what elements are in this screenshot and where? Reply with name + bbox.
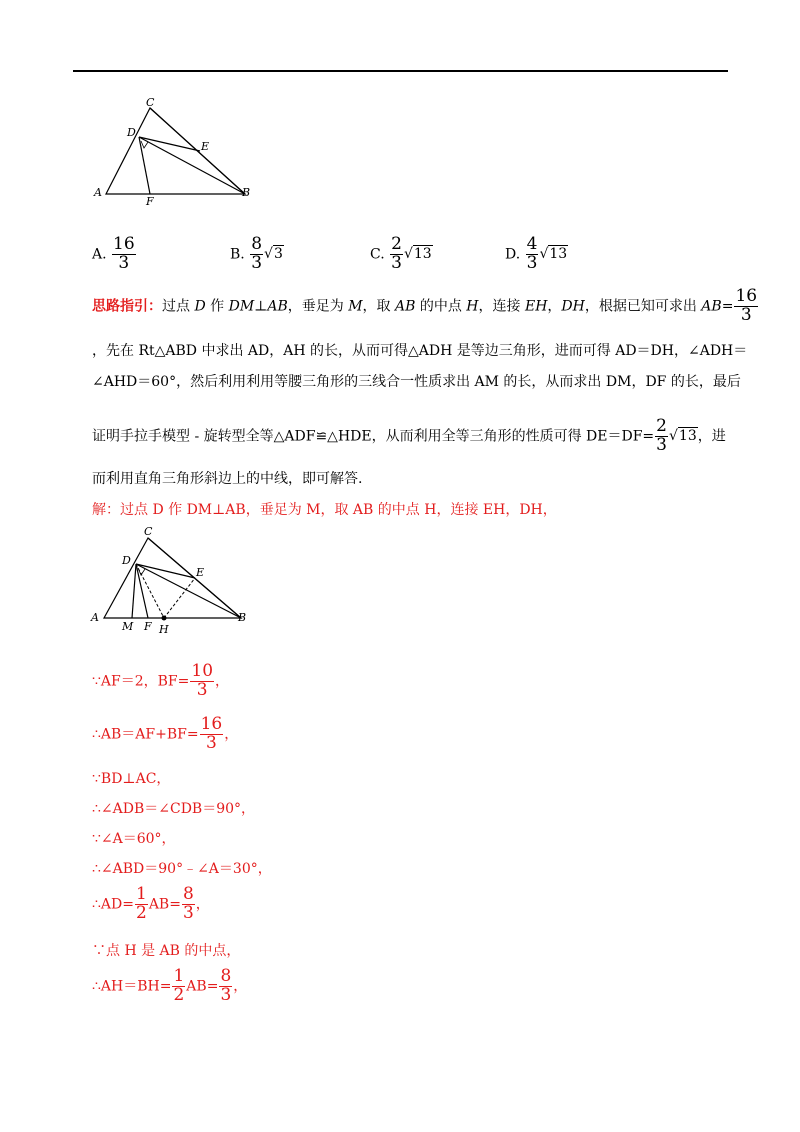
fig2-label-B: B [238,611,247,624]
solution-intro: 解：过点 D 作 DM⊥AB，垂足为 M，取 AB 的中点 H，连接 EH，DH， [92,502,557,518]
fig1-label-C: C [146,96,155,109]
fig1-label-B: B [242,186,251,199]
solution-step-1: ∵AF＝2，BF= $\frac{10}{3}$ ， [92,661,230,700]
option-a: A. $\frac{16}{3}$ [92,234,135,273]
hint-line-5: 而利用直角三角形斜边上的中线，即可解答. [92,471,363,487]
solution-step-7: ∴AD= $\frac{1}{2}$ AB= $\frac{8}{3}$ ， [92,884,210,923]
hint-line-2: ，先在 Rt△ABD 中求出 AD，AH 的长，从而可得△ADH 是等边三角形，进而可得 AD＝DH，∠ADH＝ [92,343,748,359]
hint-line-1: 思路指引：过点 D 作 DM⊥AB，垂足为 M，取 AB 的中点 H，连接 EH，DH，根据已知可求出 AB= $\frac{16}{3}$ [92,286,758,325]
fig2-label-D: D [122,554,131,567]
hint-line-3: ∠AHD＝60°，然后利用利用等腰三角形的三线合一性质求出 AM 的长，从而求出 DM，DF 的长，最后 [92,374,741,390]
hint-line-4: 证明手拉手模型 - 旋转型全等△ADF≌△HDE，从而利用全等三角形的性质可得 DE＝DF= $\frac{2}{3}$ √13，进 [92,416,726,455]
fig2-label-M: M [122,620,134,633]
fig2-label-F: F [144,620,152,633]
fig2-label-A: A [91,611,99,624]
option-b: B. $\frac{8}{3}$ √3 [230,234,283,273]
solution-step-6: ∴∠ABD＝90°﹣∠A＝30°， [92,861,272,877]
solution-step-9: ∴AH＝BH= $\frac{1}{2}$ AB= $\frac{8}{3}$ ， [92,966,248,1005]
option-c: C. $\frac{2}{3}$ √13 [370,234,432,273]
fig2-label-E: E [196,566,205,579]
solution-step-4: ∴∠ADB＝∠CDB＝90°， [92,801,256,817]
fig2-label-H: H [159,623,169,636]
solution-step-8: ∵点 H 是 AB 的中点， [92,943,241,959]
solution-step-5: ∵∠A＝60°， [92,831,176,847]
fig1-label-D: D [127,126,136,139]
solution-step-3: ∵BD⊥AC， [92,771,171,787]
fig1-label-E: E [201,140,210,153]
fig2-label-C: C [144,525,153,538]
figure-triangle-1 [90,92,270,207]
option-d: D. $\frac{4}{3}$ √13 [505,234,568,273]
figure-triangle-2 [88,522,268,640]
header-rule [73,70,728,72]
solution-step-2: ∴AB＝AF+BF= $\frac{16}{3}$ ， [92,714,239,753]
fig1-label-F: F [146,195,154,207]
fig1-label-A: A [94,186,102,199]
